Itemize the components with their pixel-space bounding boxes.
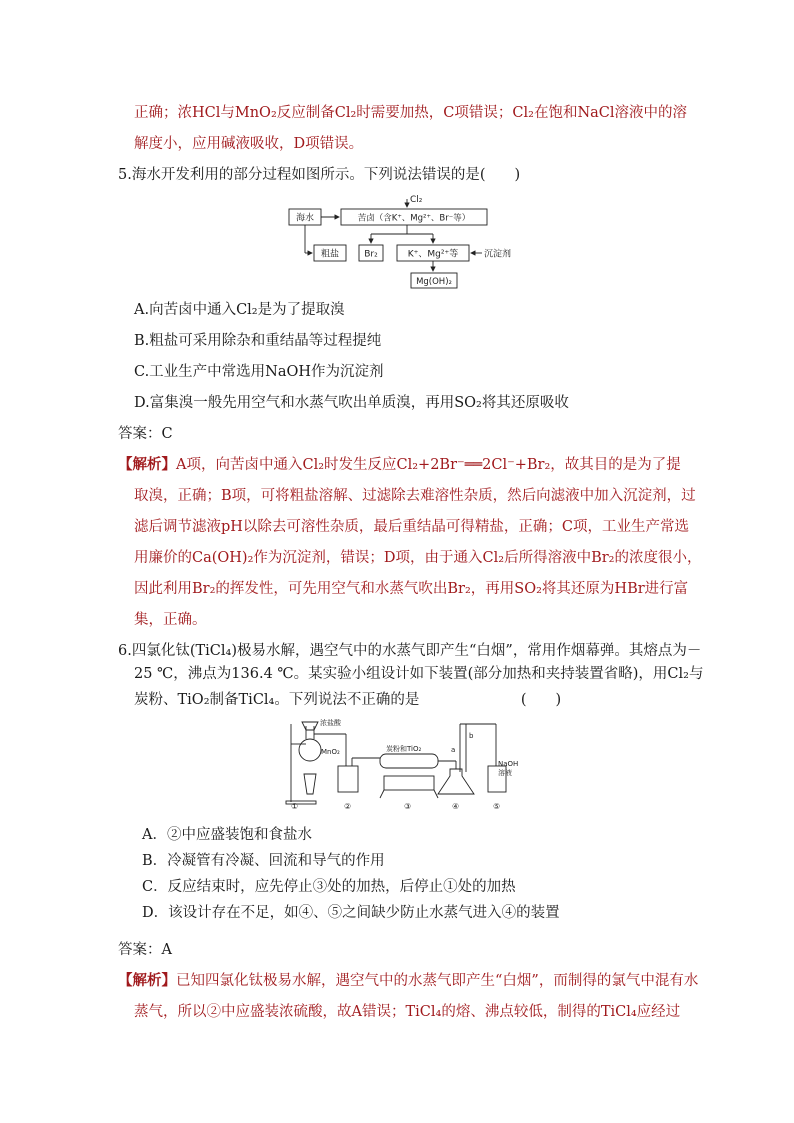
q6-stem-line-3: 炭粉、TiO₂制备TiCl₄。下列说法不正确的是 ( ) <box>134 692 562 708</box>
funnel <box>302 722 318 730</box>
q5-option-c: C.工业生产中常选用NaOH作为沉淀剂 <box>134 364 384 380</box>
q6-apparatus-diagram <box>284 714 524 810</box>
label-n3: ③ <box>404 802 412 810</box>
label-naoh: NaOH <box>498 760 519 768</box>
label-mgoh2: Mg(OH)₂ <box>416 277 452 287</box>
label-k-mg: K⁺、Mg²⁺等 <box>407 249 459 260</box>
label-mno2: MnO₂ <box>321 748 340 756</box>
label-a: a <box>451 746 456 754</box>
q5-analysis-line-3: 滤后调节滤液pH以除去可溶性杂质，最后重结晶可得精盐，正确；C项，工业生产常选 <box>134 519 690 535</box>
q5-flow-svg <box>286 192 516 292</box>
q5-analysis-line-2: 取溴，正确；B项，可将粗盐溶解、过滤除去难溶性杂质，然后向滤液中加入沉淀剂，过 <box>134 488 696 504</box>
q6-analysis-line-1 <box>118 971 698 991</box>
tube-3 <box>380 754 438 768</box>
q5-analysis-line-4: 用廉价的Ca(OH)₂作为沉淀剂，错误；D项，由于通入Cl₂后所得溶液中Br₂的浓度很小， <box>134 550 702 566</box>
q6-option-d: D．该设计存在不足，如④、⑤之间缺少防止水蒸气进入④的装置 <box>142 905 560 921</box>
q5-stem: 5.海水开发利用的部分过程如图所示。下列说法错误的是( ) <box>118 167 521 183</box>
q6-analysis-line-2: 蒸气，所以②中应盛装浓硫酸，故A错误；TiCl₄的熔、沸点较低，制得的TiCl₄应经过 <box>134 1004 681 1020</box>
label-hcl: 浓盐酸 <box>320 719 341 727</box>
prev-analysis-line-2: 解度小，应用碱液吸收，D项错误。 <box>134 136 364 152</box>
q6-stem-line-2: 25 ℃，沸点为136.4 ℃。某实验小组设计如下装置(部分加热和夹持装置省略)，用Cl₂与 <box>134 666 704 682</box>
label-cl2: Cl₂ <box>410 195 423 205</box>
q5-option-b: B.粗盐可采用除杂和重结晶等过程提纯 <box>134 333 382 349</box>
q6-answer-value: A <box>161 942 172 958</box>
q5-analysis-tag: 【解析】 <box>118 456 176 473</box>
label-crude-salt: 粗盐 <box>320 249 340 260</box>
label-n5: ⑤ <box>493 802 501 810</box>
label-n2: ② <box>344 802 352 810</box>
q5-option-d: D.富集溴一般先用空气和水蒸气吹出单质溴，再用SO₂将其还原吸收 <box>134 395 569 411</box>
label-n1: ① <box>291 802 299 810</box>
q6-answer <box>118 940 172 960</box>
q6-option-c: C．反应结束时，应先停止③处的加热，后停止①处的加热 <box>142 879 516 895</box>
flask-1 <box>299 739 321 761</box>
furnace-3 <box>384 776 434 790</box>
q5-analysis-text-1: A项，向苦卤中通入Cl₂时发生反应Cl₂+2Br⁻══2Cl⁻+Br₂，故其目的是为了提 <box>176 457 681 473</box>
flask-4 <box>438 769 474 794</box>
q5-flow-diagram <box>286 192 516 292</box>
burner <box>304 774 316 794</box>
q6-answer-label: 答案： <box>118 942 162 958</box>
q6-apparatus-svg <box>284 714 524 810</box>
label-b: b <box>469 732 474 740</box>
q5-option-a: A.向苦卤中通入Cl₂是为了提取溴 <box>134 302 345 318</box>
q6-option-b: B．冷凝管有冷凝、回流和导气的作用 <box>142 853 385 869</box>
q6-analysis-text-1: 已知四氯化钛极易水解，遇空气中的水蒸气即产生“白烟”，而制得的氯气中混有水 <box>176 973 699 989</box>
label-seawater: 海水 <box>295 213 315 224</box>
label-brine: 苦卤（含K⁺、Mg²⁺、Br⁻等） <box>357 213 471 224</box>
q6-stem-line-1: 6.四氯化钛(TiCl₄)极易水解，遇空气中的水蒸气即产生“白烟”，常用作烟幕弹。其熔点为－ <box>118 643 702 659</box>
q6-option-a: A．②中应盛装饱和食盐水 <box>142 827 312 843</box>
label-br2: Br₂ <box>364 249 378 260</box>
label-n4: ④ <box>452 802 460 810</box>
label-soln: 溶液 <box>498 769 512 777</box>
q5-answer-label: 答案： <box>118 426 162 442</box>
bottle-2 <box>338 766 358 792</box>
q5-analysis-line-1 <box>118 455 681 475</box>
prev-analysis-line-1: 正确；浓HCl与MnO₂反应制备Cl₂时需要加热，C项错误；Cl₂在饱和NaCl溶液中的溶 <box>134 105 688 121</box>
q5-analysis-line-5: 因此利用Br₂的挥发性，可先用空气和水蒸气吹出Br₂，再用SO₂将其还原为HBr进行富 <box>134 581 689 597</box>
q6-analysis-tag: 【解析】 <box>118 972 176 989</box>
q5-answer-value: C <box>161 426 173 442</box>
label-c-tio2: 炭粉和TiO₂ <box>386 745 422 753</box>
q5-analysis-line-6: 集，正确。 <box>134 612 207 628</box>
q5-answer <box>118 424 173 444</box>
label-precipitant: 沉淀剂 <box>484 249 512 260</box>
